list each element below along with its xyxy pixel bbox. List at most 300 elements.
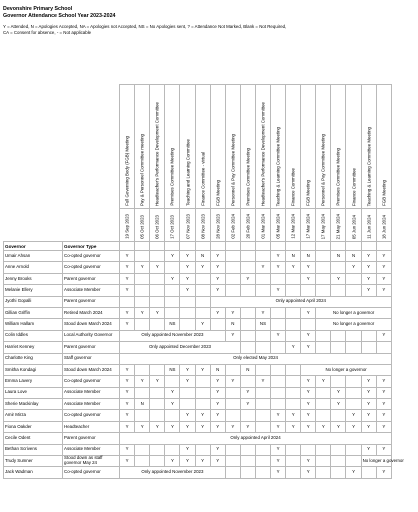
attendance-cell: Y	[361, 387, 376, 398]
meeting-date-label: 01 Mar 2024	[260, 214, 266, 239]
attendance-cell	[240, 342, 255, 353]
governor-type: Parent governor	[63, 433, 120, 444]
governor-name: Trudy Sumner	[4, 456, 63, 467]
status-note: No longer a governor	[361, 456, 391, 467]
table-row	[4, 353, 392, 364]
attendance-cell	[225, 456, 240, 467]
empty-header-cell	[195, 242, 210, 251]
attendance-cell	[286, 307, 301, 318]
meeting-header	[210, 85, 225, 209]
meeting-name: Premises Committee Meeting	[335, 148, 341, 206]
attendance-cell	[271, 376, 286, 387]
attendance-cell	[286, 456, 301, 467]
attendance-cell	[346, 456, 361, 467]
meeting-date-label: 08 Nov 2023	[200, 214, 206, 239]
attendance-cell: Y	[286, 342, 301, 353]
attendance-cell: Y	[225, 376, 240, 387]
document-page	[3, 6, 412, 35]
attendance-cell: Y	[301, 307, 316, 318]
attendance-cell	[225, 273, 240, 284]
attendance-cell	[195, 285, 210, 296]
attendance-cell	[331, 285, 346, 296]
attendance-cell	[150, 296, 165, 307]
meeting-date	[135, 209, 150, 242]
meeting-date-label: 28 Nov 2023	[215, 214, 221, 239]
attendance-cell: Y	[165, 399, 180, 410]
attendance-cell: Y	[301, 376, 316, 387]
attendance-cell	[165, 444, 180, 455]
attendance-cell	[331, 342, 346, 353]
attendance-cell	[210, 319, 225, 330]
attendance-cell: Y	[210, 387, 225, 398]
meeting-date	[361, 209, 376, 242]
attendance-cell: Y	[120, 444, 135, 455]
attendance-cell: Y	[195, 262, 210, 273]
attendance-cell: Y	[301, 273, 316, 284]
governor-type: Headteacher	[63, 421, 120, 432]
attendance-cell: Y	[150, 376, 165, 387]
attendance-cell	[316, 387, 331, 398]
attendance-cell	[286, 273, 301, 284]
table-row	[4, 399, 392, 410]
meeting-name: Teaching & Learning Committee Meeting	[275, 126, 281, 206]
attendance-cell: Y	[150, 262, 165, 273]
attendance-cell	[331, 444, 346, 455]
status-note: No longer a governor	[301, 364, 392, 375]
attendance-cell: Y	[376, 262, 391, 273]
attendance-cell	[331, 410, 346, 421]
attendance-cell: Y	[210, 262, 225, 273]
attendance-cell	[225, 364, 240, 375]
meeting-header	[135, 85, 150, 209]
attendance-cell	[195, 387, 210, 398]
attendance-cell	[150, 456, 165, 467]
governor-name: Laura Love	[4, 387, 63, 398]
governor-name: Jyothi Gopalli	[4, 296, 63, 307]
attendance-cell	[135, 296, 150, 307]
governor-type: Staff governor	[63, 353, 120, 364]
meeting-date	[271, 209, 286, 242]
attendance-cell: Y	[240, 421, 255, 432]
attendance-cell	[255, 273, 270, 284]
attendance-cell: Y	[165, 251, 180, 262]
attendance-cell	[195, 399, 210, 410]
meeting-header	[165, 85, 180, 209]
attendance-cell: Y	[271, 467, 286, 478]
meeting-name: FGB Meeting	[215, 180, 221, 206]
attendance-cell	[255, 387, 270, 398]
table-row	[4, 319, 392, 330]
governor-type: Co-opted governor	[63, 262, 120, 273]
attendance-cell	[225, 262, 240, 273]
document-title	[3, 6, 412, 19]
attendance-cell: Y	[225, 421, 240, 432]
empty-header-cell	[180, 242, 195, 251]
attendance-cell	[316, 330, 331, 341]
governor-type: Co-opted governor	[63, 467, 120, 478]
attendance-cell	[225, 444, 240, 455]
meeting-date-label: 05 Mar 2024	[275, 214, 281, 239]
meeting-header	[316, 85, 331, 209]
attendance-cell	[286, 444, 301, 455]
empty-header-cell	[361, 242, 376, 251]
attendance-cell: Y	[135, 376, 150, 387]
attendance-cell: Y	[376, 387, 391, 398]
meeting-name: Finance Committee	[351, 167, 357, 206]
meeting-name: FGB Meeting	[381, 180, 387, 206]
attendance-cell: Y	[120, 364, 135, 375]
table-row	[4, 307, 392, 318]
attendance-cell	[286, 467, 301, 478]
meeting-date	[286, 209, 301, 242]
meeting-date-label: 17 Oct 2023	[169, 215, 175, 239]
attendance-cell: Y	[195, 421, 210, 432]
meeting-date	[210, 209, 225, 242]
governor-type: Parent governor	[63, 296, 120, 307]
meeting-name: Premises Committee Meeting	[245, 148, 251, 206]
governor-type: Co-opted governor	[63, 251, 120, 262]
empty-header-cell	[376, 242, 391, 251]
attendance-cell	[240, 330, 255, 341]
meeting-header	[376, 85, 391, 209]
attendance-cell	[346, 376, 361, 387]
attendance-cell	[180, 399, 195, 410]
attendance-cell: Y	[180, 376, 195, 387]
governor-type: Parent governor	[63, 342, 120, 353]
attendance-cell	[346, 273, 361, 284]
attendance-cell	[225, 285, 240, 296]
empty-header-cell	[210, 242, 225, 251]
attendance-cell: NS	[165, 319, 180, 330]
attendance-cell	[240, 319, 255, 330]
attendance-cell	[240, 444, 255, 455]
meeting-date-label: 05 Oct 2023	[139, 215, 145, 239]
attendance-cell: Y	[225, 307, 240, 318]
table-row	[4, 467, 392, 478]
empty-header-cell	[120, 242, 135, 251]
table-row	[4, 273, 392, 284]
governor-type: Retired March 2024	[63, 307, 120, 318]
meeting-name: Finance Committee	[290, 167, 296, 206]
attendance-cell: Y	[271, 410, 286, 421]
meeting-date-label: 17 Mar 2024	[305, 214, 311, 239]
attendance-legend	[3, 24, 398, 35]
attendance-cell: Y	[255, 307, 270, 318]
status-note: Only elected May 2024	[120, 353, 392, 364]
attendance-cell	[361, 342, 376, 353]
table-row	[4, 262, 392, 273]
governor-type: Local Authority Governor	[63, 330, 120, 341]
attendance-cell: Y	[150, 307, 165, 318]
attendance-cell: Y	[255, 262, 270, 273]
table-row	[4, 285, 392, 296]
attendance-cell: Y	[361, 399, 376, 410]
status-note: Only appointed April 2024	[120, 433, 392, 444]
attendance-cell	[195, 273, 210, 284]
governor-type: Stood down March 2024	[63, 364, 120, 375]
meeting-date	[180, 209, 195, 242]
meeting-header	[180, 85, 195, 209]
empty-header-cell	[165, 242, 180, 251]
meeting-header	[271, 85, 286, 209]
attendance-cell	[255, 285, 270, 296]
attendance-cell: Y	[240, 273, 255, 284]
attendance-cell	[346, 387, 361, 398]
meeting-name: Full Governing Body (FGB) Meeting	[124, 136, 130, 206]
meeting-header	[255, 85, 270, 209]
attendance-cell: Y	[180, 364, 195, 375]
attendance-cell	[240, 410, 255, 421]
empty-header-cell	[240, 242, 255, 251]
meeting-name: Personnel & Pay Committee Meeting	[320, 134, 326, 206]
governor-name: Sherie Mackinlay	[4, 399, 63, 410]
attendance-cell	[286, 364, 301, 375]
governor-name: Harriet Kenney	[4, 342, 63, 353]
attendance-cell: Y	[271, 444, 286, 455]
governor-column-header: Governor	[4, 242, 63, 251]
governor-name: Anne Arnold	[4, 262, 63, 273]
attendance-cell: Y	[301, 262, 316, 273]
attendance-cell: Y	[301, 456, 316, 467]
attendance-cell	[271, 307, 286, 318]
report-title: Governor Attendance School Year 2023-2024	[3, 12, 116, 19]
attendance-cell: Y	[195, 364, 210, 375]
meeting-date	[255, 209, 270, 242]
attendance-cell: Y	[286, 421, 301, 432]
attendance-cell	[255, 342, 270, 353]
attendance-cell	[346, 285, 361, 296]
attendance-cell	[195, 444, 210, 455]
attendance-cell	[225, 387, 240, 398]
attendance-cell: Y	[271, 251, 286, 262]
attendance-cell	[331, 456, 346, 467]
legend-line: CA = Consent for absence, - = Not applicable	[3, 29, 92, 35]
meeting-header	[361, 85, 376, 209]
meeting-date	[346, 209, 361, 242]
attendance-cell	[286, 319, 301, 330]
attendance-cell: Y	[225, 330, 240, 341]
status-note: No longer a governor	[316, 307, 392, 318]
attendance-cell	[316, 285, 331, 296]
attendance-cell: Y	[210, 410, 225, 421]
attendance-cell: Y	[165, 456, 180, 467]
attendance-cell: Y	[180, 273, 195, 284]
attendance-cell: Y	[165, 273, 180, 284]
governor-type: Associate Member	[63, 387, 120, 398]
attendance-cell	[255, 410, 270, 421]
meeting-header	[225, 85, 240, 209]
attendance-cell: Y	[195, 319, 210, 330]
attendance-cell	[301, 285, 316, 296]
attendance-cell: N	[225, 319, 240, 330]
meeting-date	[376, 209, 391, 242]
attendance-cell: Y	[195, 410, 210, 421]
attendance-cell: N	[195, 251, 210, 262]
attendance-cell	[346, 342, 361, 353]
governor-name: Smitha Kondagi	[4, 364, 63, 375]
attendance-cell	[346, 330, 361, 341]
attendance-cell: Y	[210, 251, 225, 262]
meeting-date	[316, 209, 331, 242]
governor-name: Bethan Scrivens	[4, 444, 63, 455]
attendance-cell	[180, 387, 195, 398]
meeting-date-label: 12 Mar 2024	[290, 214, 296, 239]
attendance-cell: Y	[361, 285, 376, 296]
meeting-header	[240, 85, 255, 209]
attendance-cell: Y	[301, 342, 316, 353]
attendance-cell	[255, 456, 270, 467]
attendance-cell: NS	[165, 364, 180, 375]
attendance-cell	[225, 399, 240, 410]
attendance-cell	[150, 319, 165, 330]
meeting-name: Teaching & Learning Committee Meeting	[366, 126, 372, 206]
attendance-cell	[255, 251, 270, 262]
attendance-cell: Y	[376, 421, 391, 432]
attendance-cell	[255, 330, 270, 341]
attendance-cell	[135, 285, 150, 296]
meeting-date	[225, 209, 240, 242]
attendance-cell: Y	[120, 387, 135, 398]
attendance-cell	[255, 421, 270, 432]
meeting-header	[120, 85, 135, 209]
governor-name: Emma Lavery	[4, 376, 63, 387]
meeting-header	[150, 85, 165, 209]
attendance-cell	[316, 251, 331, 262]
attendance-cell: Y	[120, 273, 135, 284]
attendance-cell: Y	[286, 410, 301, 421]
meeting-date-label: 18 Jun 2024	[381, 214, 387, 239]
attendance-cell: Y	[210, 399, 225, 410]
meeting-date-label: 17 May 2024	[320, 213, 326, 239]
attendance-cell: Y	[180, 262, 195, 273]
attendance-cell	[150, 410, 165, 421]
attendance-cell: Y	[361, 444, 376, 455]
attendance-cell: Y	[361, 376, 376, 387]
attendance-cell: Y	[301, 387, 316, 398]
attendance-cell: Y	[331, 387, 346, 398]
attendance-cell	[271, 319, 286, 330]
attendance-cell: Y	[210, 444, 225, 455]
table-row	[4, 421, 392, 432]
attendance-cell	[225, 251, 240, 262]
attendance-cell	[240, 467, 255, 478]
attendance-cell: Y	[346, 467, 361, 478]
attendance-cell: Y	[271, 285, 286, 296]
governor-name: Melanie Ellery	[4, 285, 63, 296]
attendance-cell: Y	[210, 307, 225, 318]
attendance-cell	[346, 444, 361, 455]
attendance-cell: Y	[180, 444, 195, 455]
attendance-cell	[240, 251, 255, 262]
attendance-cell	[301, 319, 316, 330]
meeting-name: Headteacher's Performance Development Committee	[260, 101, 266, 206]
attendance-cell: Y	[316, 421, 331, 432]
meeting-date-label: 21 May 2024	[335, 213, 341, 239]
attendance-cell	[195, 376, 210, 387]
empty-header-cell	[150, 242, 165, 251]
attendance-cell	[150, 399, 165, 410]
attendance-cell: Y	[240, 399, 255, 410]
attendance-cell: Y	[346, 262, 361, 273]
attendance-cell: Y	[271, 262, 286, 273]
attendance-cell	[135, 251, 150, 262]
attendance-cell: Y	[180, 421, 195, 432]
meeting-name: Headteacher's Performance Development Committee	[154, 101, 160, 206]
attendance-cell	[316, 444, 331, 455]
meeting-date-label: 06 Oct 2023	[154, 215, 160, 239]
governor-type: Stood down as staff governor May 24	[63, 456, 120, 467]
attendance-cell: Y	[120, 421, 135, 432]
attendance-cell	[255, 399, 270, 410]
attendance-cell: Y	[120, 262, 135, 273]
attendance-cell: Y	[301, 410, 316, 421]
attendance-cell: Y	[135, 307, 150, 318]
attendance-cell	[150, 364, 165, 375]
attendance-cell: Y	[120, 376, 135, 387]
governor-name: Jenny Brooks	[4, 273, 63, 284]
empty-header-cell	[301, 242, 316, 251]
governor-name: Colin Iddles	[4, 330, 63, 341]
attendance-cell: NS	[255, 319, 270, 330]
meeting-date	[240, 209, 255, 242]
table-row	[4, 330, 392, 341]
meeting-header	[301, 85, 316, 209]
attendance-cell: Y	[135, 262, 150, 273]
attendance-cell: N	[286, 251, 301, 262]
meeting-name: FGB Meeting	[305, 180, 311, 206]
meeting-name: Personnel & Pay Committee Meeting	[230, 134, 236, 206]
attendance-cell	[135, 387, 150, 398]
attendance-cell: Y	[316, 376, 331, 387]
table-row	[4, 342, 392, 353]
status-note: No longer a governor	[316, 319, 392, 330]
attendance-cell	[286, 376, 301, 387]
attendance-cell: Y	[271, 421, 286, 432]
attendance-cell: N	[210, 364, 225, 375]
attendance-cell: Y	[240, 387, 255, 398]
attendance-cell: Y	[376, 467, 391, 478]
table-row	[4, 410, 392, 421]
attendance-cell	[135, 444, 150, 455]
governor-type: Associate Member	[63, 444, 120, 455]
attendance-cell	[135, 456, 150, 467]
attendance-cell	[271, 342, 286, 353]
attendance-cell: N	[346, 251, 361, 262]
empty-header-cell	[286, 242, 301, 251]
attendance-cell	[255, 467, 270, 478]
governor-type: Associate Member	[63, 285, 120, 296]
governor-type: Parent governor	[63, 273, 120, 284]
status-note: Only appointed April 2024	[210, 296, 391, 307]
attendance-cell	[165, 296, 180, 307]
attendance-cell: Y	[361, 410, 376, 421]
attendance-cell: Y	[346, 410, 361, 421]
empty-header-cell	[225, 242, 240, 251]
attendance-cell	[135, 319, 150, 330]
attendance-cell: Y	[331, 421, 346, 432]
attendance-cell	[361, 467, 376, 478]
attendance-cell: Y	[210, 376, 225, 387]
attendance-cell	[316, 399, 331, 410]
meeting-date-label: 07 Nov 2023	[185, 214, 190, 239]
meeting-header	[286, 85, 301, 209]
attendance-cell: Y	[376, 410, 391, 421]
attendance-cell: Y	[135, 421, 150, 432]
meeting-date-label: 20 Feb 2024	[245, 214, 251, 239]
attendance-cell	[331, 376, 346, 387]
attendance-cell	[165, 307, 180, 318]
meeting-header	[195, 85, 210, 209]
